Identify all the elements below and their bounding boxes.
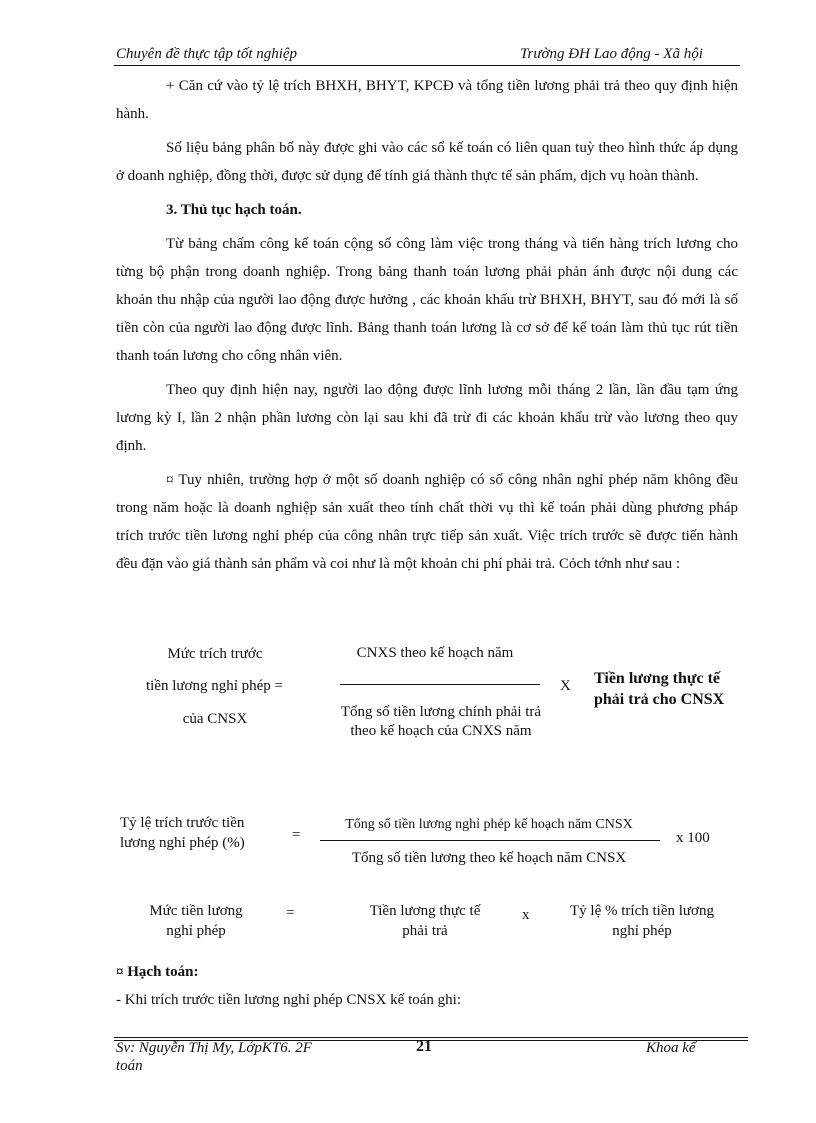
paragraph-4: Theo quy định hiện nay, người lao động được lĩnh lương mỗi tháng 2 lần, lần đầu tạm ứng lương kỳ I, lần 2 nhận phần lương còn lại sau khi đã trừ đi các khoản khấu trừ vào lương theo quy định. (116, 382, 738, 454)
formula3-mid-line1: Tiền lương thực tế (369, 903, 481, 919)
formula2-times100: x 100 (676, 830, 710, 846)
paragraph-1: + Căn cứ vào tỷ lệ trích BHXH, BHYT, KPCĐ và tổng tiền lương phải trả theo quy định hiện hành. (116, 78, 738, 122)
formula1-lhs-line1: Mức trích trước (167, 646, 263, 662)
formula2-lhs-line1: Tỷ lệ trích trước tiền (120, 815, 245, 831)
section-heading: 3. Thủ tục hạch toán. (166, 202, 302, 218)
hachtoan-heading: ¤ Hạch toán: (116, 964, 199, 980)
body-text (116, 72, 738, 578)
paragraph-2: Số liệu bảng phân bổ này được ghi vào các sổ kế toán có liên quan tuỳ theo hình thức áp dụng ở doanh nghiệp, đồng thời, được sử dụng để tính giá thành thực tế sản phẩm, dịch vụ hoàn thành. (116, 140, 738, 184)
formula1-rhs-line2: phải trả cho CNSX (594, 691, 725, 708)
hachtoan-line1: - Khi trích trước tiền lương nghỉ phép CNSX kế toán ghi: (116, 992, 461, 1008)
formula2-lhs-line2: lương nghỉ phép (%) (120, 835, 245, 851)
paragraph-5: ¤ Tuy nhiên, trường hợp ở một số doanh nghiệp có số công nhân nghỉ phép năm không đều trong năm hoặc là doanh nghiệp sản xuất theo tính chất thời vụ thì kế toán phải dùng phương pháp trích trước tiền lương nghỉ phép của công nhân trực tiếp sản xuất. Việc trích trước sẽ được tiến hành đều đặn vào giá thành sản phẩm và coi như là một khoản chi phí phải trả. Cỏch tớnh như sau : (116, 472, 738, 572)
formula2-denominator: Tổng số tiền lương theo kế hoạch năm CNSX (351, 850, 627, 866)
formula3-equals: = (286, 905, 295, 921)
formula2-numerator: Tổng số tiền lương nghỉ phép kế hoạch năm CNSX (345, 817, 633, 832)
page-number: 21 (416, 1038, 432, 1055)
header-rule (114, 65, 740, 66)
formula1-lhs-line2: tiền lương nghỉ phép = (146, 678, 284, 694)
formula1-fraction-bar (340, 684, 540, 685)
footer-left: Sv: Nguyễn Thị My, LớpKT6. 2F (116, 1040, 312, 1056)
formula3-rhs-line2: nghỉ phép (612, 923, 672, 939)
formula1-denominator-line1: Tổng số tiền lương chính phải trả (340, 704, 542, 720)
formula1-rhs-line1: Tiền lương thực tế (594, 670, 720, 687)
formula3-lhs-line2: nghỉ phép (166, 923, 226, 939)
formula1-lhs-line3: của CNSX (182, 711, 248, 727)
formula2-equals: = (292, 827, 301, 843)
header-right: Trường ĐH Lao động - Xã hội (520, 46, 703, 62)
paragraph-3: Từ bảng chấm công kế toán cộng số công làm việc trong tháng và tiến hàng trích lương cho từng bộ phận trong doanh nghiệp. Trong bảng thanh toán lương phải phản ánh được nội dung các khoản thu nhập của người lao động được hưởng , các khoản khấu trừ BHXH, BHYT, sau đó mới là số tiền còn của người lao động được lĩnh. Bảng thanh toán lương là cơ sở để kế toán làm thủ tục rút tiền thanh toán lương cho công nhân viên. (116, 236, 738, 364)
formula3-times: x (522, 907, 530, 923)
footer-left-continued: toán (116, 1058, 143, 1074)
formula3-lhs-line1: Mức tiền lương (149, 903, 243, 919)
formula3-rhs-line1: Tỷ lệ % trích tiền lương (570, 903, 714, 919)
formula1-numerator: CNXS theo kế hoạch năm (356, 645, 514, 661)
formula1-times: X (560, 678, 571, 694)
footer-right: Khoa kế (646, 1040, 696, 1056)
formula3-mid-line2: phải trả (402, 923, 448, 939)
formula2-fraction-bar (320, 840, 660, 841)
formula1-denominator-line2: theo kế hoạch của CNXS năm (350, 723, 532, 739)
header-left: Chuyên đề thực tập tốt nghiệp (116, 46, 298, 62)
